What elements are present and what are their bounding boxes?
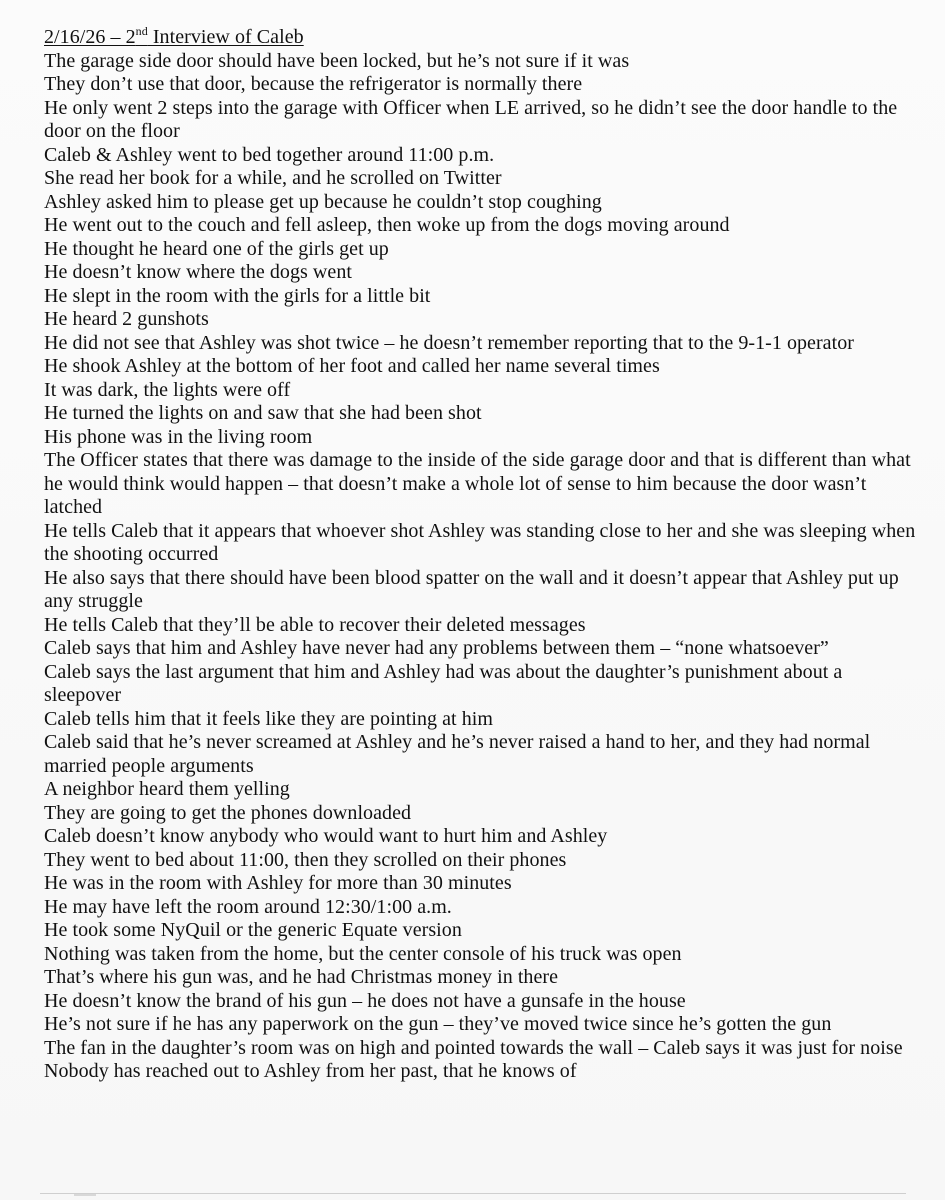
note-line-16: His phone was in the living room [44, 425, 313, 448]
note-line-9: He doesn’t know where the dogs went [44, 261, 352, 283]
note-line-27: Caleb doesn’t know anybody who would want to hurt him and Ashley [44, 825, 608, 847]
note-line-1: The garage side door should have been locked, but he’s not sure if it was [44, 49, 630, 72]
note-line-29: He was in the room with Ashley for more than 30 minutes [44, 872, 512, 894]
note-line-26: They are going to get the phones downloaded [44, 801, 412, 824]
note-line-20: He tells Caleb that they’ll be able to recover their deleted messages [44, 613, 586, 636]
note-line-33: That’s where his gun was, and he had Christmas money in there [44, 966, 559, 988]
note-line-19: He also says that there should have been blood spatter on the wall and it doesn’t appear that Ashley put up any struggle [44, 566, 899, 612]
document-body [44, 26, 924, 1084]
note-line-23: Caleb tells him that it feels like they are pointing at him [44, 707, 493, 730]
note-line-13: He shook Ashley at the bottom of her foot and called her name several times [44, 355, 660, 377]
note-line-34: He doesn’t know the brand of his gun – he does not have a gunsafe in the house [44, 989, 686, 1012]
note-line-10: He slept in the room with the girls for a little bit [44, 284, 431, 307]
note-line-18: He tells Caleb that it appears that whoever shot Ashley was standing close to her and she was sleeping when the shooting occurred [44, 519, 916, 565]
note-line-6: Ashley asked him to please get up because he couldn’t stop coughing [44, 190, 602, 213]
page-bottom-mark [74, 1194, 96, 1196]
note-line-17: The Officer states that there was damage to the inside of the side garage door and that is different than what he would think would happen – that doesn’t make a whole lot of sense to him because the door wasn’t latched [44, 449, 911, 518]
note-line-7: He went out to the couch and fell asleep, then woke up from the dogs moving around [44, 214, 730, 236]
note-line-8: He thought he heard one of the girls get up [44, 237, 389, 260]
note-line-36: The fan in the daughter’s room was on high and pointed towards the wall – Caleb says it was just for noise [44, 1036, 903, 1059]
note-line-28: They went to bed about 11:00, then they scrolled on their phones [44, 848, 567, 871]
title-date: 2/16/26 – 2 [44, 26, 136, 48]
note-line-21: Caleb says that him and Ashley have never had any problems between them – “none whatsoever” [44, 637, 829, 659]
note-line-37: Nobody has reached out to Ashley from her past, that he knows of [44, 1060, 577, 1082]
note-line-14: It was dark, the lights were off [44, 378, 291, 401]
note-line-5: She read her book for a while, and he scrolled on Twitter [44, 167, 502, 189]
note-line-24: Caleb said that he’s never screamed at Ashley and he’s never raised a hand to her, and they had normal married people arguments [44, 731, 871, 777]
note-line-32: Nothing was taken from the home, but the center console of his truck was open [44, 942, 682, 965]
note-line-30: He may have left the room around 12:30/1:00 a.m. [44, 895, 452, 918]
note-line-15: He turned the lights on and saw that she had been shot [44, 402, 482, 424]
document-title [44, 26, 924, 50]
page-bottom-rule [40, 1193, 906, 1194]
note-line-12: He did not see that Ashley was shot twice – he doesn’t remember reporting that to the 9-1-1 operator [44, 331, 854, 354]
note-line-22: Caleb says the last argument that him and Ashley had was about the daughter’s punishment about a sleepover [44, 660, 843, 706]
note-line-4: Caleb & Ashley went to bed together around 11:00 p.m. [44, 143, 495, 166]
note-line-3: He only went 2 steps into the garage with Officer when LE arrived, so he didn’t see the door handle to the door on the floor [44, 96, 898, 142]
title-text: Interview of Caleb [147, 26, 304, 48]
title-ordinal-suffix: nd [135, 24, 148, 38]
note-line-2: They don’t use that door, because the refrigerator is normally there [44, 73, 583, 95]
note-line-25: A neighbor heard them yelling [44, 778, 290, 800]
note-line-31: He took some NyQuil or the generic Equate version [44, 919, 462, 941]
note-line-35: He’s not sure if he has any paperwork on the gun – they’ve moved twice since he’s gotten the gun [44, 1013, 832, 1035]
note-line-11: He heard 2 gunshots [44, 308, 209, 330]
